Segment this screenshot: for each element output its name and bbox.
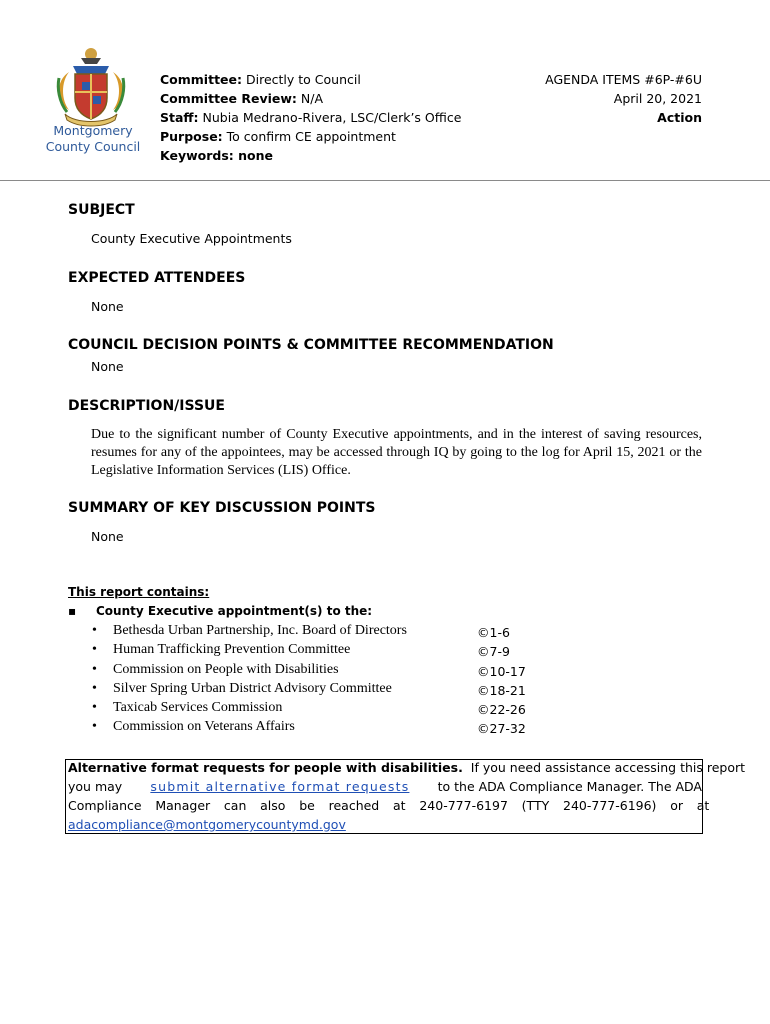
decision-heading: COUNCIL DECISION POINTS & COMMITTEE RECOMMENDATION bbox=[68, 337, 554, 353]
list-item bbox=[92, 662, 339, 678]
purpose-line bbox=[160, 127, 396, 146]
subject-text: County Executive Appointments bbox=[91, 231, 292, 246]
attendees-heading: EXPECTED ATTENDEES bbox=[68, 270, 246, 286]
committee-value: Directly to Council bbox=[242, 72, 361, 87]
appointment-label: County Executive appointment(s) to the: bbox=[96, 604, 373, 618]
bullet: • bbox=[92, 623, 97, 638]
staff-label: Staff: bbox=[160, 110, 199, 125]
list-item bbox=[92, 700, 282, 716]
bullet: • bbox=[92, 700, 97, 715]
description-text: Due to the significant number of County Executive appointments, and in the interest of saving resources, resumes for any of the appointees, may be accessed through IQ by going to the log for April 15, 2021 or the Legislative Information Services (LIS) Office. bbox=[91, 427, 702, 478]
staff-value: Nubia Medrano-Rivera, LSC/Clerk’s Office bbox=[198, 110, 462, 125]
agenda-items: AGENDA ITEMS #6P-#6U bbox=[545, 72, 702, 87]
appointment-name: Taxicab Services Commission bbox=[113, 700, 283, 715]
description-heading: DESCRIPTION/ISSUE bbox=[68, 398, 225, 414]
list-item bbox=[92, 642, 350, 658]
list-item bbox=[92, 719, 295, 735]
header-divider bbox=[0, 180, 770, 181]
subject-heading: SUBJECT bbox=[68, 202, 135, 218]
appointment-ref: ©7-9 bbox=[477, 644, 510, 659]
staff-line bbox=[160, 108, 461, 127]
list-item bbox=[92, 623, 407, 639]
committee-line bbox=[160, 70, 361, 89]
appointment-ref: ©18-21 bbox=[477, 683, 526, 698]
appointment-name: Silver Spring Urban District Advisory Committee bbox=[113, 681, 392, 696]
appointment-ref: ©10-17 bbox=[477, 664, 526, 679]
county-seal-logo bbox=[55, 44, 127, 128]
accessibility-line-2 bbox=[68, 779, 702, 794]
org-name-line2: County Council bbox=[45, 139, 141, 154]
attendees-text: None bbox=[91, 299, 124, 314]
summary-heading: SUMMARY OF KEY DISCUSSION POINTS bbox=[68, 500, 376, 516]
keywords-line: Keywords: none bbox=[160, 148, 273, 163]
appointment-ref: ©27-32 bbox=[477, 721, 526, 736]
ada-email-link[interactable]: adacompliance@montgomerycountymd.gov bbox=[68, 817, 346, 832]
report-contains-label: This report contains: bbox=[68, 585, 210, 599]
purpose-label: Purpose: bbox=[160, 129, 223, 144]
meeting-date: April 20, 2021 bbox=[613, 91, 702, 106]
accessibility-line2-start: you may bbox=[68, 779, 123, 794]
committee-label: Committee: bbox=[160, 72, 243, 87]
accessibility-line2-end: to the ADA Compliance Manager. The ADA bbox=[437, 779, 702, 794]
committee-review-label: Committee Review: bbox=[160, 91, 297, 106]
bullet: • bbox=[92, 662, 97, 677]
org-name-line1: Montgomery bbox=[53, 123, 133, 138]
alternative-format-request-link[interactable]: submit alternative format requests bbox=[150, 779, 410, 794]
list-item bbox=[92, 681, 392, 697]
appointment-ref: ©1-6 bbox=[477, 625, 510, 640]
accessibility-lead: Alternative format requests for people with disabilities. bbox=[68, 760, 463, 775]
committee-review-line bbox=[160, 89, 323, 108]
appointment-ref: ©22-26 bbox=[477, 702, 526, 717]
committee-review-value: N/A bbox=[296, 91, 324, 106]
accessibility-line-3: Compliance Manager can also be reached at 240-777-6197 (TTY 240-777-6196) or at bbox=[68, 798, 710, 813]
appointment-name: Commission on People with Disabilities bbox=[113, 662, 339, 677]
decision-text: None bbox=[91, 359, 124, 374]
square-bullet: ▪ bbox=[68, 604, 77, 618]
bullet: • bbox=[92, 642, 97, 657]
appointment-name: Commission on Veterans Affairs bbox=[113, 719, 295, 734]
action-label: Action bbox=[657, 110, 702, 125]
purpose-value: To confirm CE appointment bbox=[222, 129, 396, 144]
bullet: • bbox=[92, 719, 97, 734]
appointment-name: Human Trafficking Prevention Committee bbox=[113, 642, 351, 657]
bullet: • bbox=[92, 681, 97, 696]
accessibility-line-1 bbox=[68, 760, 745, 775]
appointment-name: Bethesda Urban Partnership, Inc. Board of Directors bbox=[113, 623, 407, 638]
summary-text: None bbox=[91, 529, 124, 544]
accessibility-line1-rest: If you need assistance accessing this report bbox=[470, 760, 746, 775]
